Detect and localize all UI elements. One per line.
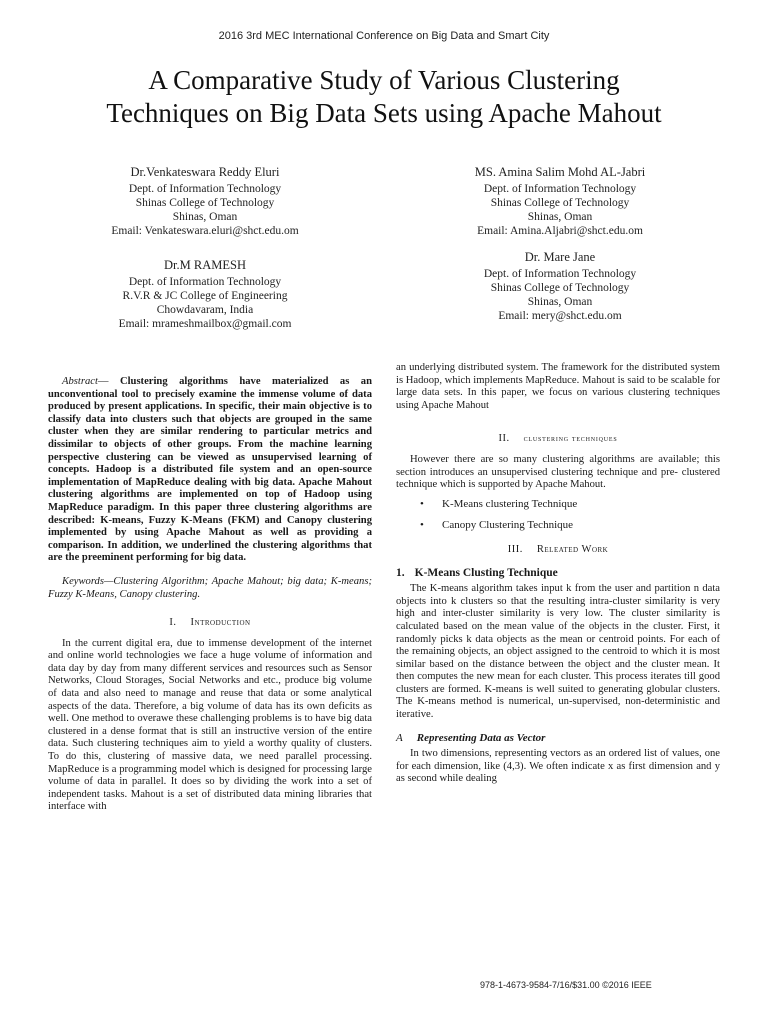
author-city: Chowdavaram, India (156, 304, 254, 316)
right-column (396, 362, 720, 786)
abstract-text: Clustering algorithms have materialized as an unconventional tool to precisely examine the immense volume of data produced by present applications. In specific, their main objective is to classify data into clusters such that objects are grouped in the same cluster when they are similar rendering to particular metrics and dissimilar to objects of other groups. From the machine learning perspective clustering can be viewed as unsupervised learning of concepts. Hadoop is a distributed file system and an open-source implementation of MapReduce dealing with big data. Apache Mahout clustering algorithms are implemented on top of Hadoop using MapReduce paradigm. In this paper three clustering algorithms are described: K-means, Fuzzy K-Means (FKM) and Canopy clustering implemented by using Apache Mahout as well as providing a comparison. In addition, we underlined the clustering algorithms that are the preeminent performing for big data. (48, 376, 372, 564)
subsection-title: Representing Data as Vector (416, 731, 546, 744)
abstract (48, 376, 372, 565)
list-item-label: K-Means clustering Technique (442, 497, 578, 510)
author-college: Shinas College of Technology (135, 197, 275, 209)
keywords-text: —Clustering Algorithm; Apache Mahout; big data; K-means; Fuzzy K-Means, Canopy clustering. (48, 575, 372, 600)
author-email[interactable]: Email: Amina.Aljabri@shct.edu.om (477, 225, 643, 237)
author-name: Dr. Mare Jane (524, 250, 596, 264)
clustering-paragraph: However there are so many clustering algorithms are available; this section introduces an unsupervised clustering technique and pre- clustered technique which is supported by Apache Mahout. (396, 453, 720, 491)
section-number: III. (507, 543, 523, 555)
vector-paragraph: In two dimensions, representing vectors as an ordered list of values, one for each dimension, like (4,3). We often indicate x as first dimension and y as second while dealing (396, 748, 720, 785)
section-number: II. (498, 433, 510, 445)
kmeans-paragraph: The K-means algorithm takes input k from the user and partition n data objects into k clusters so that the resulting intra-cluster similarity is very high and inter-cluster similarity is very low. The cluster similarity is calculated based on the mean value of the objects in the cluster. First, it randomly picks k data objects as the mean or centroid points. For each of the remaining objects, an object assigned to the centroid to which it is most similar based on the distance between the object and the cluster mean. It then computes the new mean for each cluster. This process iterates till good clusters are formed. K-means is well suited to generating globular clusters. The K-means method is numerical, un-supervised, non-deterministic and iterative. (396, 583, 720, 721)
author-dept: Dept. of Information Technology (128, 276, 282, 288)
author-dept: Dept. of Information Technology (483, 183, 637, 195)
author-college: R.V.R & JC College of Engineering (122, 290, 288, 302)
subsection-number: A (396, 731, 403, 744)
section-heading-clustering (396, 432, 720, 446)
title-line-1: A Comparative Study of Various Clustering (148, 65, 620, 95)
subsection-heading-vector (396, 732, 720, 745)
author-city: Shinas, Oman (172, 211, 238, 223)
subsection-number: 1. (396, 566, 405, 579)
section-title: Introduction (190, 617, 251, 629)
author-college: Shinas College of Technology (490, 282, 630, 294)
author-college: Shinas College of Technology (490, 197, 630, 209)
paper-title (40, 64, 728, 130)
abstract-dash: — (97, 376, 109, 387)
title-line-2: Techniques on Big Data Sets using Apache Mahout (106, 98, 662, 128)
author-email[interactable]: Email: mery@shct.edu.om (498, 310, 622, 322)
section-number: I. (169, 617, 177, 629)
author-dept: Dept. of Information Technology (128, 183, 282, 195)
author-name: Dr.Venkateswara Reddy Eluri (130, 165, 280, 179)
abstract-label: Abstract (62, 376, 98, 387)
subsection-title: K-Means Clusting Technique (414, 566, 558, 579)
bullet-icon: • (420, 497, 424, 510)
author-email[interactable]: Email: mrameshmailbox@gmail.com (118, 318, 292, 330)
subsection-heading-kmeans (396, 567, 720, 580)
list-item (420, 498, 720, 511)
bullet-icon: • (420, 519, 424, 532)
author-name: MS. Amina Salim Mohd AL-Jabri (474, 165, 646, 179)
keywords (48, 576, 372, 601)
author-email[interactable]: Email: Venkateswara.eluri@shct.edu.om (111, 225, 299, 237)
isbn-footer: 978-1-4673-9584-7/16/$31.00 ©2016 IEEE (480, 980, 652, 990)
list-item (420, 519, 720, 532)
section-heading-related (396, 544, 720, 557)
section-heading-intro (48, 617, 372, 630)
left-column (48, 376, 372, 814)
author-block-1 (55, 165, 355, 238)
intro-continuation: an underlying distributed system. The framework for the distributed system is Hadoop, which implements MapReduce. Mahout is said to be scalable for large data sets. In this paper, we focus on various clustering techniques using Apache Mahout (396, 362, 720, 411)
author-city: Shinas, Oman (527, 211, 593, 223)
section-title: Releated Work (536, 543, 609, 555)
author-block-3 (55, 258, 355, 331)
keywords-label: Keywords (62, 575, 104, 587)
technique-list (396, 498, 720, 532)
author-dept: Dept. of Information Technology (483, 268, 637, 280)
list-item-label: Canopy Clustering Technique (442, 519, 574, 532)
author-city: Shinas, Oman (527, 296, 593, 308)
section-title: clustering techniques (523, 433, 618, 444)
author-block-4 (410, 250, 710, 323)
author-name: Dr.M RAMESH (164, 258, 246, 272)
conference-header: 2016 3rd MEC International Conference on Big Data and Smart City (218, 30, 550, 42)
intro-paragraph: In the current digital era, due to immense development of the internet and online world technologies we face a huge volume of information and data day by day from many different services and resources such as Sensor Networks, Cloud Storages, Social Networks and etc., produce big volume of data and also need to manage and reuse that data or some analytical aspects of the data. Therefore, a big volume of data has its own deficits as well. One method to overawe these challenging problems is to have big data clustered in a dense format that is still an instructive version of the entire data. Such clustering techniques aim to yield a worthy quality of clusters. To do this, clustering of massive data, we need parallel processing. MapReduce is a programming model which is designed for processing large volume of data in parallel. It does so by dividing the work into a set of independent tasks. Mahout is a set of distributed data mining libraries that interface with (48, 637, 372, 813)
author-block-2 (410, 165, 710, 238)
